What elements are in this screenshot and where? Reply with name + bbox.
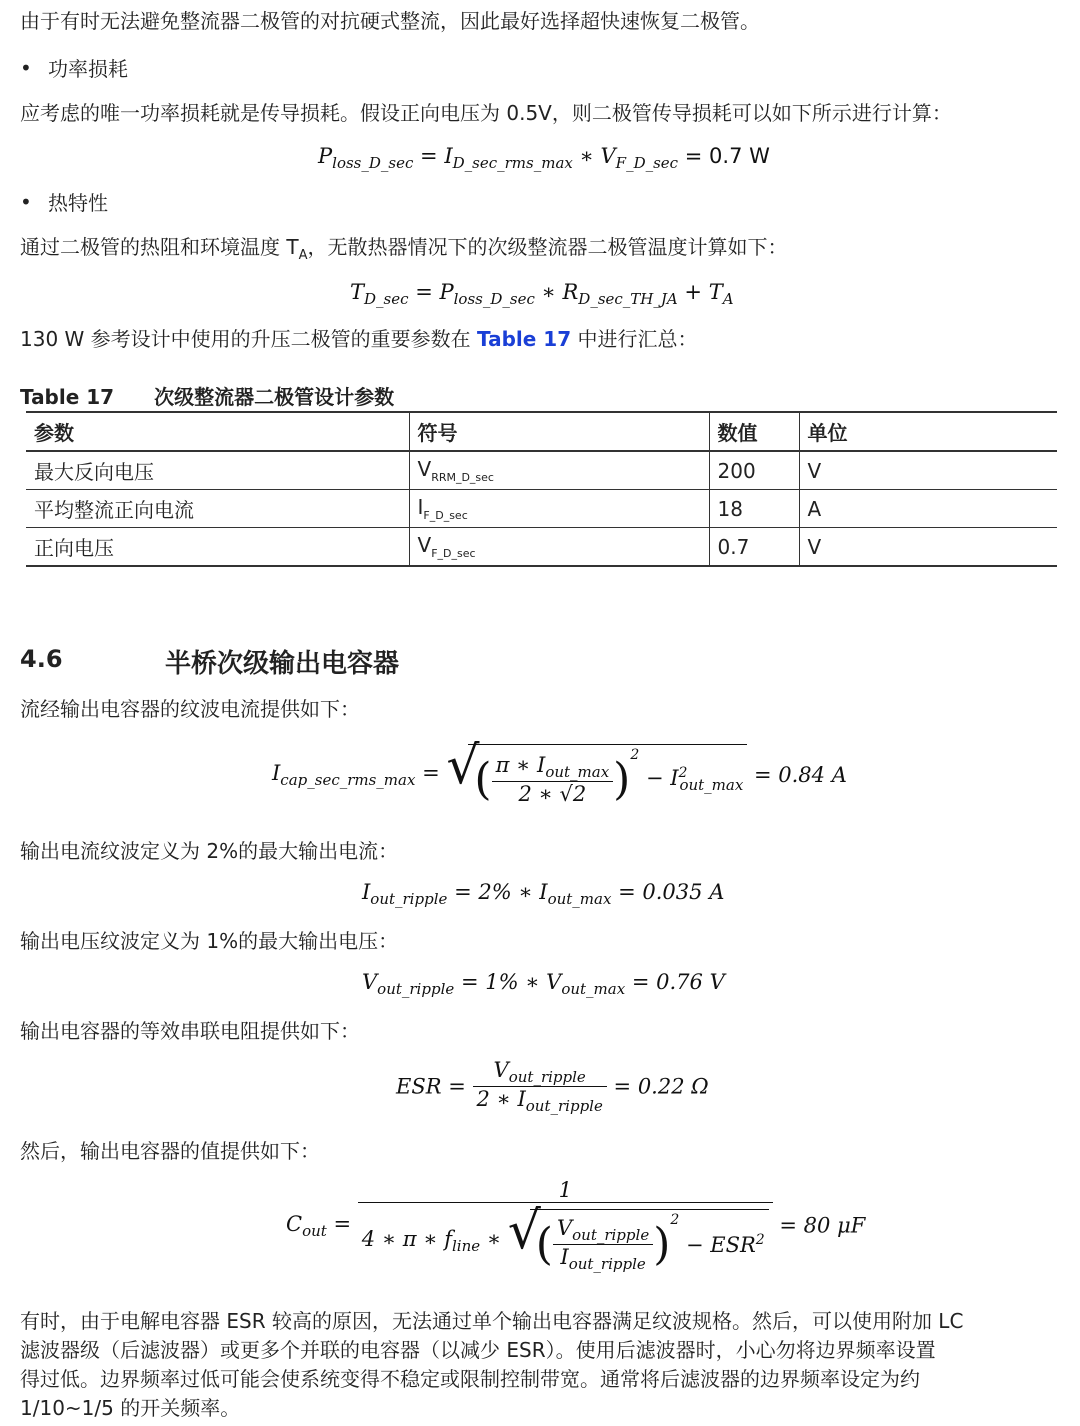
current-ripple-desc: 输出电流纹波定义为 2%的最大输出电流：: [20, 839, 399, 863]
cell-unit: V: [799, 528, 1057, 567]
bullet-power-loss: 功率损耗: [48, 57, 128, 81]
cell-symbol: $V_{F\_D\_sec}$: [409, 528, 709, 567]
table-row: [26, 451, 1057, 490]
equation-current-ripple: $I_{out\_ripple} = 2\%$ ∗ $I_{out\_max} = 0.035$ A: [362, 880, 725, 908]
bullet-dot: •: [20, 190, 32, 214]
cell-param: 平均整流正向电流: [26, 490, 409, 528]
parameter-table: [26, 411, 1057, 567]
cell-value: 0.7: [709, 528, 799, 567]
final-para-line: 有时，由于电解电容器 ESR 较高的原因，无法通过单个输出电容器满足纹波规格。然后，可以使用附加 LC: [20, 1309, 964, 1333]
header-value: 数值: [709, 412, 799, 451]
esr-desc: 输出电容器的等效串联电阻提供如下：: [20, 1019, 360, 1043]
voltage-ripple-desc: 输出电压纹波定义为 1%的最大输出电压：: [20, 929, 399, 953]
header-param: 参数: [26, 412, 409, 451]
final-para-line: 得过低。边界频率过低可能会使系统变得不稳定或限制控制带宽。通常将后滤波器的边界频率设定为约: [20, 1367, 920, 1391]
equation-cap-rms: $I_{cap\_sec\_rms\_max}$ = √ ( $\frac{\pi ∗ I_{out\_max}}{2 ∗ √2}$ )$^2 - I^2_{out\_max} = 0.84$ A: [272, 736, 847, 806]
table-row: [26, 490, 1057, 528]
header-unit: 单位: [799, 412, 1057, 451]
cell-value: 200: [709, 451, 799, 490]
table-header-row: [26, 412, 1057, 451]
bullet-thermal: 热特性: [48, 191, 108, 215]
section-title: 半桥次级输出电容器: [165, 649, 400, 679]
equation-esr: ESR = $\frac{V_{out\_ripple}}{2 ∗ I_{out\_ripple}}$ = 0.22 Ω: [396, 1058, 709, 1115]
table-17-link[interactable]: Table 17: [477, 327, 572, 351]
bullet-dot: •: [20, 56, 32, 80]
cell-value: 18: [709, 490, 799, 528]
final-para-line: 1/10~1/5 的开关频率。: [20, 1396, 241, 1420]
intro-line: 由于有时无法避免整流器二极管的对抗硬式整流，因此最好选择超快速恢复二极管。: [20, 9, 760, 33]
equation-voltage-ripple: $V_{out\_ripple} = 1\%$ ∗ $V_{out\_max} = 0.76$ V: [362, 970, 725, 998]
section-number: 4.6: [20, 645, 63, 673]
cell-param: 正向电压: [26, 528, 409, 567]
equation-temperature: $T_{D\_sec} = P_{loss\_D\_sec}$ ∗ $R_{D\_sec\_TH\_JA} + T_A$: [350, 280, 734, 308]
cell-unit: A: [799, 490, 1057, 528]
equation-power-loss: $P_{loss\_D\_sec} = I_{D\_sec\_rms\_max}$ ∗ $V_{F\_D\_sec} = 0.7$ W: [318, 144, 770, 172]
cell-unit: V: [799, 451, 1057, 490]
final-para-line: 滤波器级（后滤波器）或更多个并联的电容器（以减少 ESR）。使用后滤波器时，小心勿将边界频率设置: [20, 1338, 936, 1362]
thermal-desc: 通过二极管的热阻和环境温度 $T_A$，无散热器情况下的次级整流器二极管温度计算如下：: [20, 235, 788, 263]
cell-symbol: $I_{F\_D\_sec}$: [409, 490, 709, 528]
cell-symbol: $V_{RRM\_D\_sec}$: [409, 451, 709, 490]
ripple-intro: 流经输出电容器的纹波电流提供如下：: [20, 697, 360, 721]
equation-cout: $C_{out}$ = 1 4 ∗ π ∗ $f_{line}$ ∗ √ ( $\frac{V_{out\_ripple}}{I_{out\_ripple}}$ )$^2 - ESR^2$ = 80 μF: [286, 1178, 866, 1273]
power-loss-desc: 应考虑的唯一功率损耗就是传导损耗。假设正向电压为 0.5V，则二极管传导损耗可以如下所示进行计算：: [20, 101, 952, 125]
table-row: [26, 528, 1057, 567]
table-caption: Table 17 次级整流器二极管设计参数: [20, 385, 395, 409]
cell-param: 最大反向电压: [26, 451, 409, 490]
cout-desc: 然后，输出电容器的值提供如下：: [20, 1139, 320, 1163]
header-symbol: 符号: [409, 412, 709, 451]
table-reference: 130 W 参考设计中使用的升压二极管的重要参数在 Table 17 中进行汇总：: [20, 327, 698, 351]
